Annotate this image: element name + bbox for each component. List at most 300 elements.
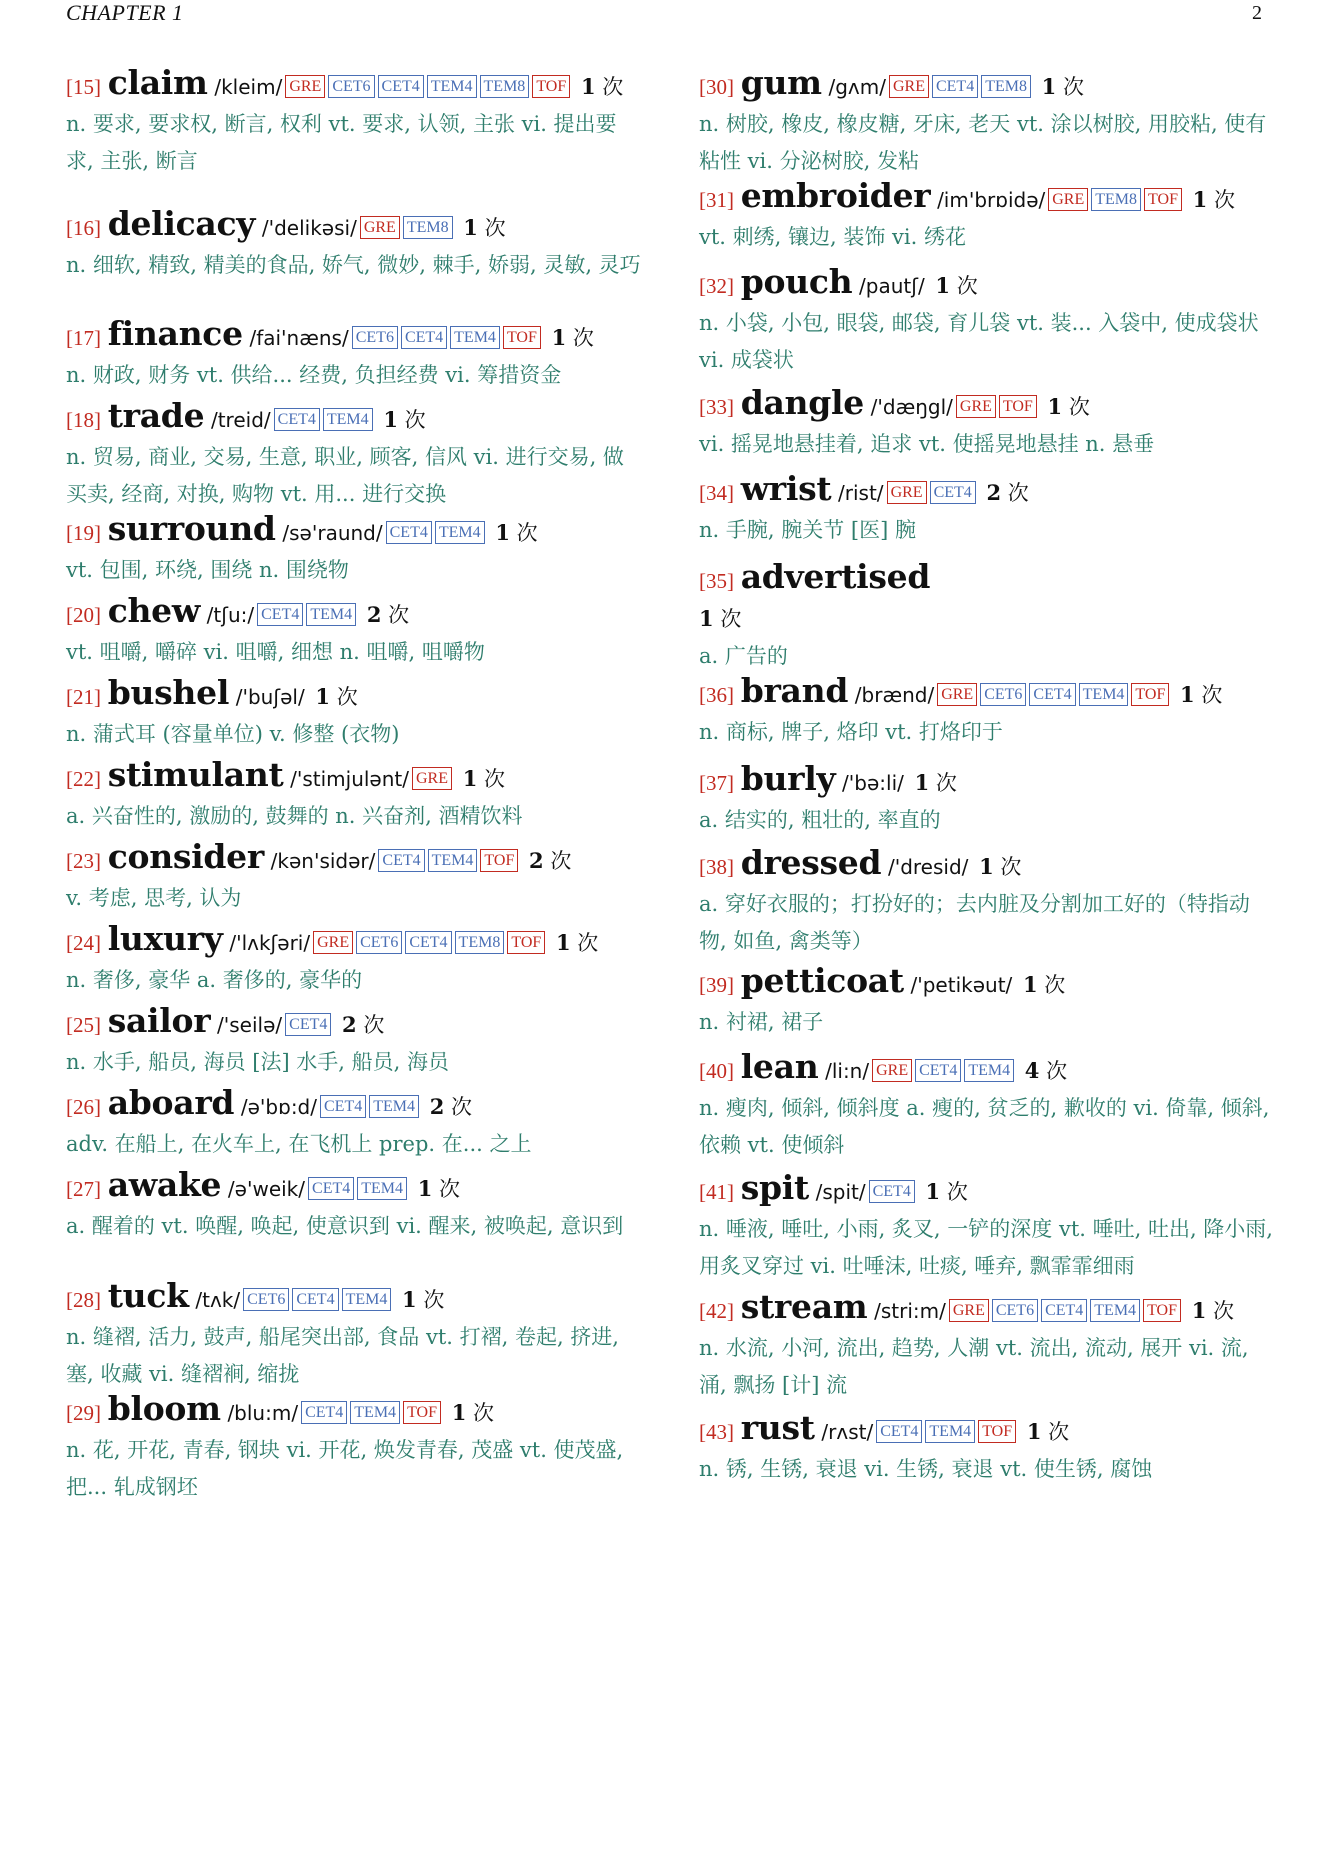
exam-tag: CET4 xyxy=(274,408,320,431)
phonetic: /pautʃ/ xyxy=(859,274,925,298)
headword: dressed xyxy=(740,843,882,882)
entry-number: [39] xyxy=(699,973,734,997)
headword: lean xyxy=(740,1047,819,1086)
exam-tag: TEM8 xyxy=(1091,188,1141,211)
exam-tag: CET4 xyxy=(320,1095,366,1118)
vocab-entry xyxy=(699,384,1277,463)
frequency-unit: 次 xyxy=(1044,973,1066,997)
exam-tag: TOF xyxy=(503,326,541,349)
headword: aboard xyxy=(107,1083,235,1122)
frequency-count: 1 xyxy=(914,770,930,795)
chapter-title: CHAPTER 1 xyxy=(66,0,184,25)
frequency-count: 1 xyxy=(1026,1419,1042,1444)
entry-headline xyxy=(699,384,1277,426)
phonetic: /ə'bɒ:d/ xyxy=(240,1095,317,1119)
frequency-unit: 次 xyxy=(336,685,358,709)
frequency xyxy=(383,408,425,432)
vocab-entry xyxy=(699,672,1277,751)
exam-tag: CET4 xyxy=(1041,1299,1087,1322)
phonetic: /treid/ xyxy=(210,408,271,432)
exam-tag: TOF xyxy=(507,931,545,954)
frequency-unit: 次 xyxy=(451,1095,472,1119)
frequency xyxy=(986,481,1028,505)
frequency-unit: 次 xyxy=(439,1177,461,1201)
frequency-count: 2 xyxy=(986,480,1002,505)
entry-headline xyxy=(699,64,1277,106)
exam-tag: TOF xyxy=(1143,1299,1181,1322)
entry-headline xyxy=(699,672,1277,714)
phonetic: /gʌm/ xyxy=(828,75,886,99)
frequency-count: 1 xyxy=(1191,1298,1207,1323)
entry-headline xyxy=(66,205,644,247)
exam-tag: TEM4 xyxy=(1090,1299,1140,1322)
frequency-unit: 次 xyxy=(516,521,538,545)
exam-tag: TEM4 xyxy=(435,521,485,544)
entry-number: [24] xyxy=(66,931,101,955)
frequency-unit: 次 xyxy=(388,603,410,627)
definition: a. 醒着的 vt. 唤醒, 唤起, 使意识到 vi. 醒来, 被唤起, 意识到 xyxy=(66,1214,624,1238)
exam-tag: TEM4 xyxy=(964,1059,1014,1082)
exam-tag: TEM8 xyxy=(480,75,530,98)
frequency xyxy=(699,607,741,631)
headword: finance xyxy=(107,314,243,353)
entry-number: [27] xyxy=(66,1177,101,1201)
exam-tag: TOF xyxy=(1131,683,1169,706)
frequency-unit: 次 xyxy=(1000,855,1022,879)
vocab-entry xyxy=(699,263,1277,379)
exam-tag: GRE xyxy=(360,216,400,239)
entry-number: [34] xyxy=(699,481,734,505)
entry-headline xyxy=(699,760,1277,802)
frequency xyxy=(463,767,505,791)
headword: embroider xyxy=(740,176,931,215)
frequency-count: 1 xyxy=(1022,972,1038,997)
headword: stimulant xyxy=(107,755,284,794)
vocab-entry xyxy=(699,760,1277,839)
definition: n. 贸易, 商业, 交易, 生意, 职业, 顾客, 信风 vi. 进行交易, 做买卖, 经商, 对换, 购物 vt. 用... 进行交换 xyxy=(66,445,624,506)
entry-number: [16] xyxy=(66,216,101,240)
entry-headline xyxy=(66,1277,644,1319)
definition: n. 瘦肉, 倾斜, 倾斜度 a. 瘦的, 贫乏的, 歉收的 vi. 倚靠, 倾斜, 依赖 vt. 使倾斜 xyxy=(699,1096,1270,1157)
entry-number: [29] xyxy=(66,1401,101,1425)
frequency-unit: 次 xyxy=(484,767,505,791)
definition: n. 缝褶, 活力, 鼓声, 船尾突出部, 食品 vt. 打褶, 卷起, 挤进, 塞, 收藏 vi. 缝褶裥, 缩拢 xyxy=(66,1325,619,1386)
exam-tag: TOF xyxy=(1144,188,1182,211)
frequency xyxy=(1048,395,1090,419)
frequency xyxy=(581,75,623,99)
phonetic: /'delikəsi/ xyxy=(261,216,357,240)
vocab-entry xyxy=(66,205,644,284)
frequency xyxy=(495,521,537,545)
headword: spit xyxy=(740,1168,809,1207)
frequency-unit: 次 xyxy=(1048,1420,1070,1444)
exam-tag: CET4 xyxy=(378,75,424,98)
vocab-entry xyxy=(66,1002,644,1081)
exam-tag: GRE xyxy=(956,395,996,418)
frequency-unit: 次 xyxy=(577,931,599,955)
frequency xyxy=(529,849,571,873)
headword: luxury xyxy=(107,919,223,958)
frequency xyxy=(1027,1420,1069,1444)
phonetic: /'seilə/ xyxy=(217,1013,283,1037)
phonetic: /tʃu:/ xyxy=(206,603,255,627)
headword: bushel xyxy=(107,673,230,712)
entry-number: [41] xyxy=(699,1180,734,1204)
exam-tag: CET4 xyxy=(386,521,432,544)
frequency-unit: 次 xyxy=(550,849,572,873)
vocab-entry xyxy=(699,1288,1277,1404)
entry-headline xyxy=(66,397,644,439)
running-head xyxy=(66,0,1262,30)
exam-tag: TEM4 xyxy=(925,1420,975,1443)
frequency-count: 1 xyxy=(925,1179,941,1204)
frequency-count: 1 xyxy=(402,1287,417,1312)
exam-tag: CET4 xyxy=(257,603,303,626)
headword: brand xyxy=(740,671,849,710)
exam-tag: CET4 xyxy=(1029,683,1075,706)
frequency-count: 1 xyxy=(417,1176,433,1201)
phonetic: /spit/ xyxy=(815,1180,866,1204)
headword: bloom xyxy=(107,1389,221,1428)
headword: delicacy xyxy=(107,204,256,243)
frequency-unit: 次 xyxy=(404,408,426,432)
entry-headline xyxy=(66,315,644,357)
headword: consider xyxy=(107,837,264,876)
exam-tag: TEM4 xyxy=(427,75,477,98)
frequency xyxy=(430,1095,472,1119)
exam-tag: CET4 xyxy=(930,481,976,504)
phonetic: /im'brɒidə/ xyxy=(937,188,1046,212)
exam-tag: CET4 xyxy=(378,849,424,872)
vocab-entry xyxy=(699,64,1277,180)
entry-headline xyxy=(699,263,1277,305)
headword: stream xyxy=(740,1287,868,1326)
frequency-unit: 次 xyxy=(1213,188,1235,212)
exam-tag: TEM4 xyxy=(428,849,478,872)
exam-tag: CET4 xyxy=(405,931,451,954)
frequency xyxy=(463,216,505,240)
vocab-entry xyxy=(66,756,644,835)
exam-tag: TOF xyxy=(480,849,518,872)
frequency-unit: 次 xyxy=(1046,1059,1068,1083)
vocab-entry xyxy=(66,1084,644,1163)
phonetic: /li:n/ xyxy=(825,1059,870,1083)
frequency xyxy=(452,1401,494,1425)
headword: burly xyxy=(740,759,836,798)
frequency-count: 1 xyxy=(315,684,330,709)
exam-tag: TEM4 xyxy=(450,326,500,349)
entry-number: [38] xyxy=(699,855,734,879)
frequency xyxy=(1025,1059,1067,1083)
frequency-unit: 次 xyxy=(1068,395,1090,419)
frequency-unit: 次 xyxy=(1213,1299,1234,1323)
entry-headline xyxy=(699,177,1277,219)
entry-number: [21] xyxy=(66,685,101,709)
frequency-unit: 次 xyxy=(572,326,594,350)
vocab-entry xyxy=(66,838,644,917)
exam-tag: TEM4 xyxy=(357,1177,407,1200)
frequency-count: 1 xyxy=(1041,74,1057,99)
frequency-unit: 次 xyxy=(1007,481,1029,505)
entry-headline xyxy=(66,592,644,634)
vocab-entry xyxy=(699,844,1277,960)
entry-headline xyxy=(66,838,644,880)
entry-headline xyxy=(699,844,1277,886)
entry-number: [35] xyxy=(699,569,734,593)
frequency-unit: 次 xyxy=(1062,75,1084,99)
definition: n. 要求, 要求权, 断言, 权利 vt. 要求, 认领, 主张 vi. 提出要求, 主张, 断言 xyxy=(66,112,617,173)
headword: claim xyxy=(107,63,208,102)
entry-number: [33] xyxy=(699,395,734,419)
frequency xyxy=(342,1013,384,1037)
frequency-count: 1 xyxy=(551,325,567,350)
vocab-entry xyxy=(699,558,1277,675)
entry-number: [28] xyxy=(66,1288,101,1312)
frequency-unit: 次 xyxy=(946,1180,968,1204)
frequency xyxy=(1042,75,1084,99)
headword: wrist xyxy=(740,469,832,508)
exam-tag: CET6 xyxy=(980,683,1026,706)
phonetic: /'lʌkʃəri/ xyxy=(229,931,311,955)
frequency xyxy=(1180,683,1222,707)
exam-tag: TOF xyxy=(403,1401,441,1424)
phonetic: /rʌst/ xyxy=(821,1420,874,1444)
exam-tag: GRE xyxy=(313,931,353,954)
frequency-count: 1 xyxy=(495,520,510,545)
entry-number: [40] xyxy=(699,1059,734,1083)
exam-tag: GRE xyxy=(949,1299,989,1322)
entry-number: [19] xyxy=(66,521,101,545)
entry-headline xyxy=(699,962,1277,1004)
headword: rust xyxy=(740,1408,815,1447)
entry-headline xyxy=(699,1288,1277,1330)
frequency-count: 2 xyxy=(429,1094,445,1119)
definition: n. 财政, 财务 vt. 供给... 经费, 负担经费 vi. 筹措资金 xyxy=(66,363,562,387)
phonetic: /'bə:li/ xyxy=(842,771,904,795)
frequency xyxy=(1192,1299,1234,1323)
exam-tag: TOF xyxy=(532,75,570,98)
exam-tag: CET4 xyxy=(932,75,978,98)
frequency-unit: 次 xyxy=(602,75,624,99)
entry-headline xyxy=(699,1169,1277,1211)
phonetic: /kən'sidər/ xyxy=(270,849,376,873)
definition: n. 商标, 牌子, 烙印 vt. 打烙印于 xyxy=(699,720,1003,744)
exam-tag: GRE xyxy=(1048,188,1088,211)
exam-tag: GRE xyxy=(412,767,452,790)
entry-headline xyxy=(66,1084,644,1126)
definition: adv. 在船上, 在火车上, 在飞机上 prep. 在... 之上 xyxy=(66,1132,532,1156)
definition: n. 花, 开花, 青春, 钢块 vi. 开花, 焕发青春, 茂盛 vt. 使茂盛, 把... 轧成钢坯 xyxy=(66,1438,624,1499)
phonetic: /blu:m/ xyxy=(227,1401,299,1425)
entry-number: [23] xyxy=(66,849,101,873)
entry-headline xyxy=(66,1390,644,1432)
exam-tag: CET4 xyxy=(876,1420,922,1443)
headword: awake xyxy=(107,1165,222,1204)
frequency xyxy=(935,274,977,298)
frequency-unit: 次 xyxy=(720,607,742,631)
frequency-count: 1 xyxy=(699,606,714,631)
phonetic: /'stimjulənt/ xyxy=(290,767,409,791)
frequency-count: 1 xyxy=(580,74,596,99)
vocab-entry xyxy=(699,1409,1277,1488)
frequency-unit: 次 xyxy=(935,771,957,795)
definition: n. 奢侈, 豪华 a. 奢侈的, 豪华的 xyxy=(66,968,363,992)
phonetic: /kleim/ xyxy=(214,75,283,99)
frequency xyxy=(915,771,957,795)
exam-tag: GRE xyxy=(887,481,927,504)
frequency-count: 1 xyxy=(555,930,571,955)
vocab-entry xyxy=(699,177,1277,256)
entry-headline xyxy=(66,920,644,962)
headword: advertised xyxy=(740,557,931,596)
frequency xyxy=(926,1180,968,1204)
exam-tag: TEM4 xyxy=(342,1288,392,1311)
definition: a. 兴奋性的, 激励的, 鼓舞的 n. 兴奋剂, 酒精饮料 xyxy=(66,804,523,828)
entry-headline xyxy=(66,1002,644,1044)
frequency-count: 1 xyxy=(1180,682,1195,707)
frequency xyxy=(367,603,409,627)
phonetic: /tʌk/ xyxy=(195,1288,241,1312)
frequency xyxy=(552,326,594,350)
frequency-count: 1 xyxy=(935,273,951,298)
exam-tag: TEM4 xyxy=(350,1401,400,1424)
phonetic: /rist/ xyxy=(838,481,884,505)
exam-tag: GRE xyxy=(937,683,977,706)
phonetic: /ə'weik/ xyxy=(227,1177,306,1201)
exam-tag: CET4 xyxy=(401,326,447,349)
definition: n. 小袋, 小包, 眼袋, 邮袋, 育儿袋 vt. 装... 入袋中, 使成袋状 vi. 成袋状 xyxy=(699,311,1259,372)
entry-number: [32] xyxy=(699,274,734,298)
frequency-count: 1 xyxy=(383,407,398,432)
entry-headline xyxy=(699,470,1277,512)
definition: vi. 摇晃地悬挂着, 追求 vt. 使摇晃地悬挂 n. 悬垂 xyxy=(699,432,1155,456)
page-number: 2 xyxy=(1252,2,1262,24)
frequency-unit: 次 xyxy=(423,1288,445,1312)
frequency-unit: 次 xyxy=(484,216,506,240)
entry-number: [26] xyxy=(66,1095,101,1119)
entry-headline xyxy=(66,674,644,716)
entry-number: [31] xyxy=(699,188,734,212)
exam-tag: TEM4 xyxy=(306,603,356,626)
entry-number: [25] xyxy=(66,1013,101,1037)
vocab-entry xyxy=(66,1277,644,1393)
headword: trade xyxy=(107,396,205,435)
entry-number: [37] xyxy=(699,771,734,795)
exam-tag: TEM4 xyxy=(369,1095,419,1118)
definition: vt. 咀嚼, 嚼碎 vi. 咀嚼, 细想 n. 咀嚼, 咀嚼物 xyxy=(66,640,485,664)
entry-headline xyxy=(66,510,644,552)
phonetic: /stri:m/ xyxy=(874,1299,946,1323)
exam-tag: CET6 xyxy=(352,326,398,349)
exam-tag: TEM8 xyxy=(403,216,453,239)
headword: petticoat xyxy=(740,961,904,1000)
definition: n. 蒲式耳 (容量单位) v. 修整 (衣物) xyxy=(66,722,400,746)
exam-tag: CET6 xyxy=(328,75,374,98)
frequency xyxy=(402,1288,444,1312)
exam-tag: TEM4 xyxy=(323,408,373,431)
vocab-entry xyxy=(699,1169,1277,1285)
definition: v. 考虑, 思考, 认为 xyxy=(66,886,242,910)
headword: chew xyxy=(107,591,200,630)
phonetic: /'petikəut/ xyxy=(910,973,1013,997)
entry-number: [20] xyxy=(66,603,101,627)
exam-tag: GRE xyxy=(285,75,325,98)
entry-headline xyxy=(66,1166,644,1208)
vocab-entry xyxy=(66,1166,644,1245)
entry-headline xyxy=(66,756,644,798)
entry-number: [36] xyxy=(699,683,734,707)
vocab-entry xyxy=(699,962,1277,1041)
definition: n. 手腕, 腕关节 [医] 腕 xyxy=(699,518,916,542)
phonetic: /fai'næns/ xyxy=(249,326,349,350)
exam-tag: CET6 xyxy=(992,1299,1038,1322)
headword: pouch xyxy=(740,262,853,301)
vocab-entry xyxy=(66,510,644,589)
exam-tag: CET4 xyxy=(301,1401,347,1424)
phonetic: /'dresid/ xyxy=(887,855,969,879)
definition: vt. 刺绣, 镶边, 装饰 vi. 绣花 xyxy=(699,225,966,249)
exam-tag: CET4 xyxy=(285,1013,331,1036)
frequency xyxy=(979,855,1021,879)
frequency xyxy=(315,685,357,709)
headword: gum xyxy=(740,63,822,102)
vocab-entry xyxy=(66,1390,644,1506)
frequency-unit: 次 xyxy=(473,1401,494,1425)
frequency-count: 1 xyxy=(451,1400,467,1425)
vocab-entry xyxy=(699,1048,1277,1164)
exam-tag: TEM8 xyxy=(455,931,505,954)
frequency-count: 1 xyxy=(463,215,478,240)
exam-tag: TOF xyxy=(978,1420,1016,1443)
frequency-unit: 次 xyxy=(956,274,978,298)
exam-tag: CET4 xyxy=(915,1059,961,1082)
vocab-entry xyxy=(66,397,644,513)
definition: n. 树胶, 橡皮, 橡皮糖, 牙床, 老天 vt. 涂以树胶, 用胶粘, 使有粘性 vi. 分泌树胶, 发粘 xyxy=(699,112,1267,173)
definition: n. 水手, 船员, 海员 [法] 水手, 船员, 海员 xyxy=(66,1050,450,1074)
entry-number: [22] xyxy=(66,767,101,791)
definition: a. 广告的 xyxy=(699,644,788,668)
entry-headline xyxy=(699,1048,1277,1090)
vocab-entry xyxy=(66,592,644,671)
phonetic: /brænd/ xyxy=(854,683,935,707)
frequency-count: 4 xyxy=(1024,1058,1040,1083)
vocab-entry xyxy=(66,315,644,394)
headword: surround xyxy=(107,509,276,548)
frequency xyxy=(418,1177,460,1201)
definition: n. 细软, 精致, 精美的食品, 娇气, 微妙, 棘手, 娇弱, 灵敏, 灵巧 xyxy=(66,253,641,277)
vocab-entry xyxy=(699,470,1277,549)
exam-tag: TOF xyxy=(999,395,1037,418)
entry-headline xyxy=(699,558,1277,638)
frequency-count: 1 xyxy=(462,766,478,791)
entry-number: [15] xyxy=(66,75,101,99)
entry-number: [30] xyxy=(699,75,734,99)
exam-tag: CET4 xyxy=(292,1288,338,1311)
frequency xyxy=(1193,188,1235,212)
definition: vt. 包围, 环绕, 围绕 n. 围绕物 xyxy=(66,558,349,582)
vocab-entry xyxy=(66,64,644,180)
exam-tag: CET4 xyxy=(308,1177,354,1200)
definition: a. 结实的, 粗壮的, 率直的 xyxy=(699,808,941,832)
frequency xyxy=(556,931,598,955)
frequency-unit: 次 xyxy=(1201,683,1223,707)
vocab-entry xyxy=(66,674,644,753)
exam-tag: GRE xyxy=(889,75,929,98)
exam-tag: GRE xyxy=(872,1059,912,1082)
headword: dangle xyxy=(740,383,864,422)
exam-tag: CET6 xyxy=(243,1288,289,1311)
headword: tuck xyxy=(107,1276,189,1315)
